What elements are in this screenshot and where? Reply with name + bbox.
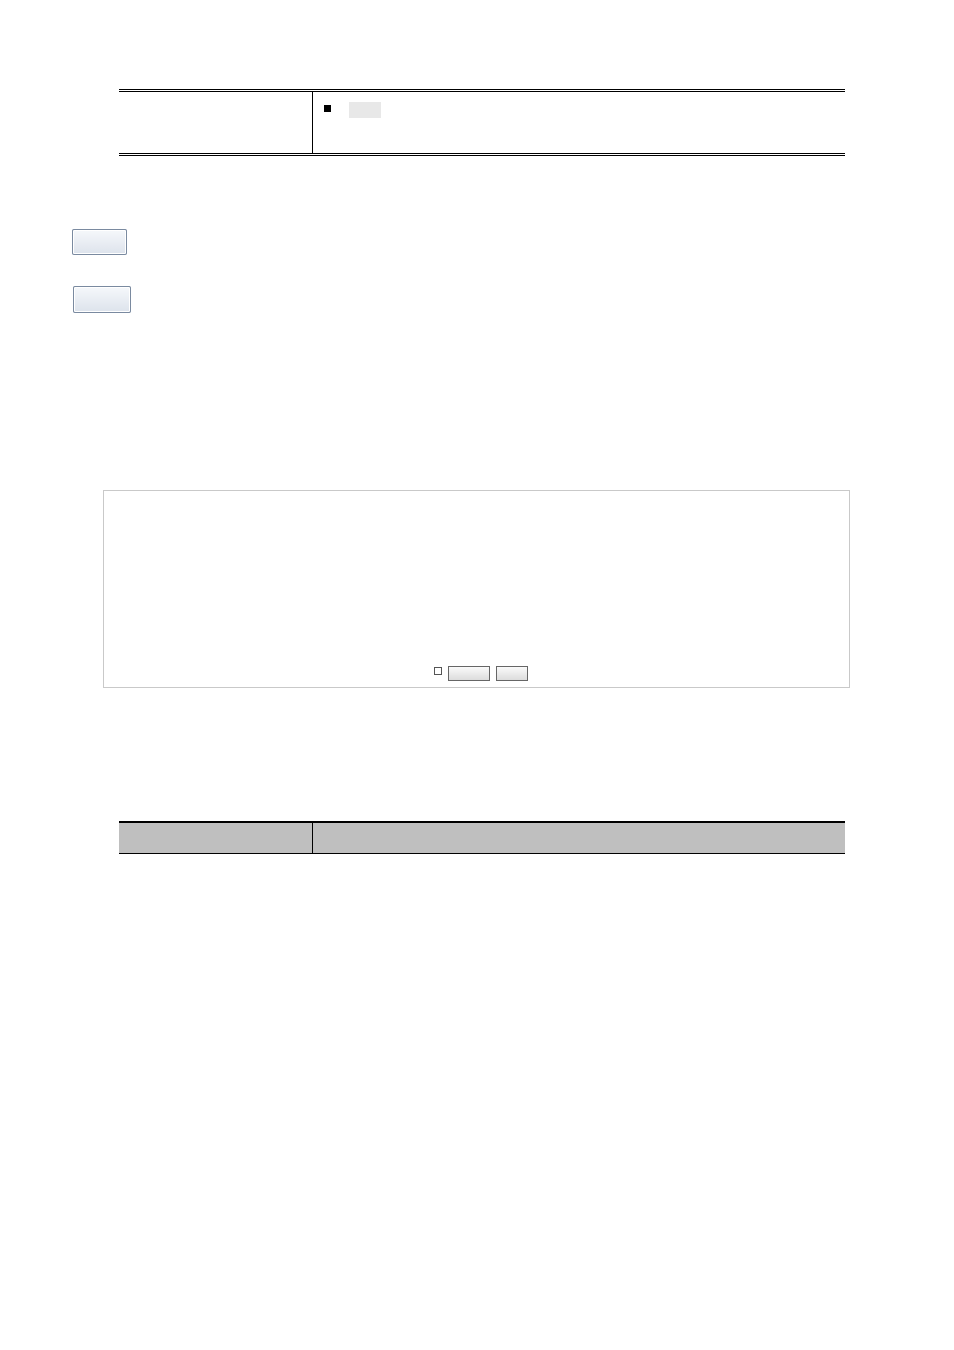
table-bottom-rule bbox=[119, 153, 845, 156]
refresh-button[interactable] bbox=[448, 666, 490, 681]
auto-refresh-checkbox[interactable] bbox=[434, 667, 442, 675]
relay-statistics-screenshot bbox=[103, 490, 850, 688]
fields-table-header bbox=[119, 821, 845, 854]
square-bullet-icon bbox=[324, 105, 331, 112]
column-divider bbox=[312, 92, 313, 153]
clear-button[interactable] bbox=[496, 666, 528, 681]
save-button[interactable] bbox=[72, 229, 127, 255]
table-top-rule bbox=[119, 89, 845, 92]
option-value-placeholder bbox=[349, 102, 381, 118]
option-table bbox=[119, 89, 845, 156]
reset-button[interactable] bbox=[73, 286, 131, 313]
